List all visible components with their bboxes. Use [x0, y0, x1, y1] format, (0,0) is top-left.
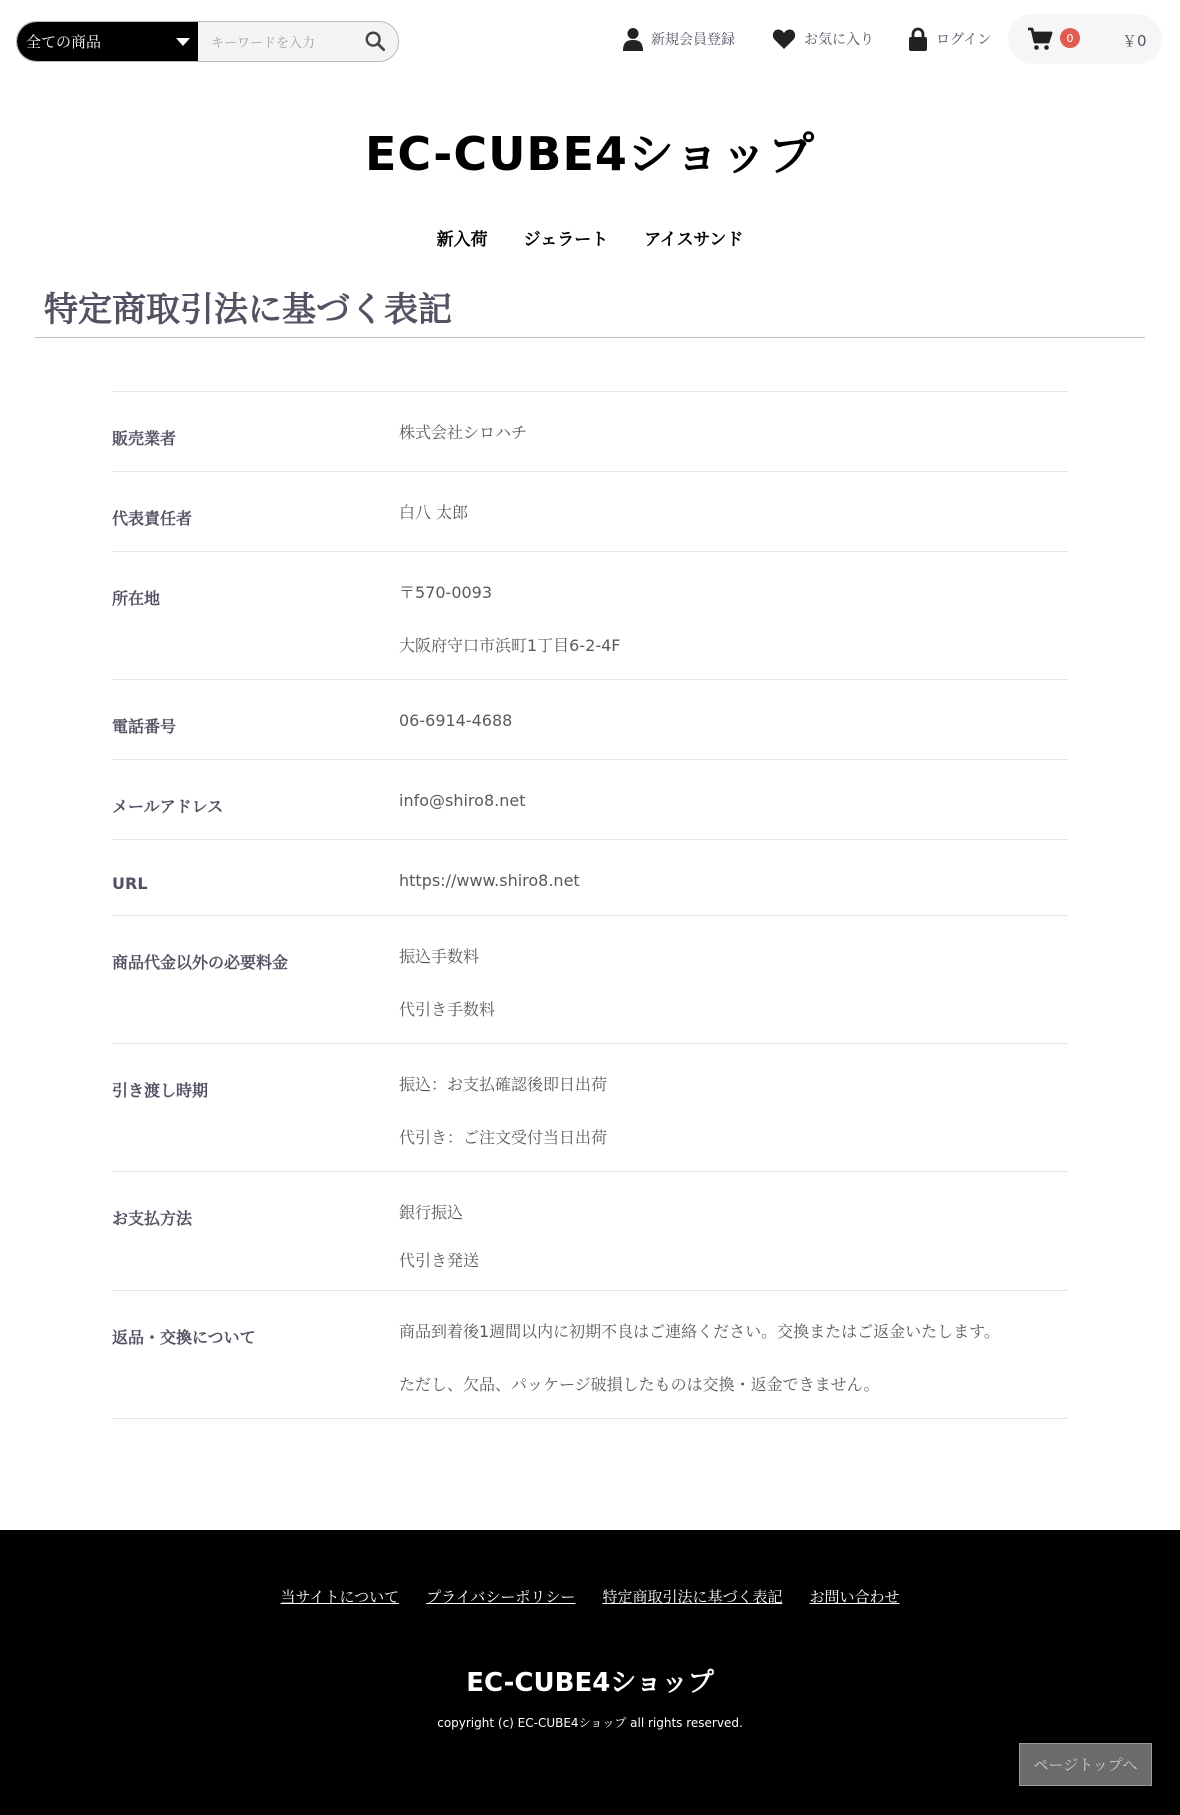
row-value-line: 商品到着後1週間以内に初期不良はご連絡ください。交換またはご返金いたします。 — [399, 1322, 1000, 1341]
footer-link-about[interactable]: 当サイトについて — [280, 1588, 400, 1606]
row-value-line: 大阪府守口市浜町1丁目6-2-4F — [399, 636, 621, 655]
favorites-label: お気に入り — [804, 32, 874, 48]
footer-link-privacy[interactable]: プライバシーポリシー — [426, 1588, 576, 1606]
nav-item-new[interactable]: 新入荷 — [436, 230, 488, 250]
table-row — [112, 680, 1067, 760]
heart-icon — [772, 28, 796, 50]
category-select[interactable] — [17, 22, 198, 61]
nav-item-gelato[interactable]: ジェラート — [523, 230, 609, 250]
title-divider — [35, 337, 1145, 338]
row-value-line: 銀行振込 — [399, 1203, 464, 1222]
lock-icon — [908, 27, 928, 51]
search-bar — [16, 21, 399, 62]
row-value-line: ただし、欠品、パッケージ破損したものは交換・返金できません。 — [399, 1375, 880, 1394]
shop-logo[interactable]: EC-CUBE4ショップ — [364, 127, 815, 181]
row-label: メールアドレス — [112, 797, 224, 816]
row-label: 所在地 — [112, 589, 161, 608]
row-value — [399, 502, 1067, 529]
table-row — [112, 760, 1067, 840]
row-label: 代表責任者 — [112, 509, 193, 528]
row-label: 返品・交換について — [112, 1328, 256, 1347]
row-label: 販売業者 — [112, 429, 177, 448]
cart-count-badge: 0 — [1060, 28, 1080, 48]
table-row — [112, 1044, 1067, 1172]
table-row — [112, 1291, 1067, 1419]
row-value — [399, 1202, 1067, 1272]
row-value — [399, 946, 1067, 1021]
category-select-label: 全ての商品 — [26, 33, 102, 51]
register-link[interactable] — [623, 22, 735, 56]
copyright: copyright (c) EC-CUBE4ショップ all rights reserved. — [437, 1716, 743, 1730]
row-value-line: 代引き手数料 — [399, 1000, 496, 1019]
row-label: 引き渡し時期 — [112, 1081, 209, 1100]
row-value-line: 06-6914-4688 — [399, 711, 513, 730]
search-icon[interactable] — [364, 30, 386, 52]
search-input[interactable] — [198, 22, 398, 61]
tradelaw-table — [112, 391, 1067, 1419]
row-label: URL — [112, 874, 148, 893]
global-nav — [0, 225, 1180, 250]
row-value-line: 株式会社シロハチ — [399, 423, 528, 442]
chevron-down-icon — [176, 38, 190, 46]
row-value-line: 代引き：ご注文受付当日出荷 — [399, 1128, 608, 1147]
cart-total: ￥0 — [1122, 32, 1147, 50]
row-value — [399, 790, 1067, 817]
row-value — [399, 870, 1067, 893]
row-value — [399, 710, 1067, 737]
row-value — [399, 422, 1067, 449]
footer-logo[interactable]: EC-CUBE4ショップ — [466, 1668, 714, 1698]
login-label: ログイン — [936, 32, 992, 48]
page-title: 特定商取引法に基づく表記 — [44, 290, 452, 330]
row-value-line: 振込：お支払確認後即日出荷 — [399, 1075, 608, 1094]
footer-links — [0, 1586, 1180, 1607]
table-row — [112, 1172, 1067, 1291]
row-value — [399, 1321, 1067, 1396]
footer — [0, 1530, 1180, 1815]
nav-item-ice-sandwich[interactable]: アイスサンド — [644, 230, 744, 250]
table-row — [112, 840, 1067, 916]
favorites-link[interactable] — [772, 22, 874, 56]
row-label: 商品代金以外の必要料金 — [112, 953, 289, 972]
login-link[interactable] — [908, 22, 991, 56]
row-value-line: 〒570-0093 — [399, 583, 493, 602]
cart-icon — [1027, 27, 1053, 51]
row-value — [399, 1074, 1067, 1149]
row-value-line: info@shiro8.net — [399, 791, 526, 810]
row-label: 電話番号 — [112, 717, 177, 736]
top-bar — [0, 0, 1180, 82]
row-value-line: https://www.shiro8.net — [399, 871, 580, 890]
page-top-button[interactable]: ページトップへ — [1019, 1743, 1152, 1786]
register-label: 新規会員登録 — [651, 32, 735, 48]
footer-link-tradelaw[interactable]: 特定商取引法に基づく表記 — [602, 1588, 783, 1606]
row-value — [399, 582, 1067, 657]
row-value-line: 代引き発送 — [399, 1251, 480, 1270]
table-row — [112, 552, 1067, 680]
footer-link-contact[interactable]: お問い合わせ — [809, 1588, 900, 1606]
search-placeholder: キーワードを入力 — [211, 36, 316, 51]
table-row — [112, 916, 1067, 1044]
table-row — [112, 392, 1067, 472]
cart-button[interactable] — [1008, 14, 1162, 64]
table-row — [112, 472, 1067, 552]
row-value-line: 白八 太郎 — [399, 503, 469, 522]
row-label: お支払方法 — [112, 1209, 193, 1228]
row-value-line: 振込手数料 — [399, 947, 480, 966]
user-icon — [623, 27, 643, 51]
